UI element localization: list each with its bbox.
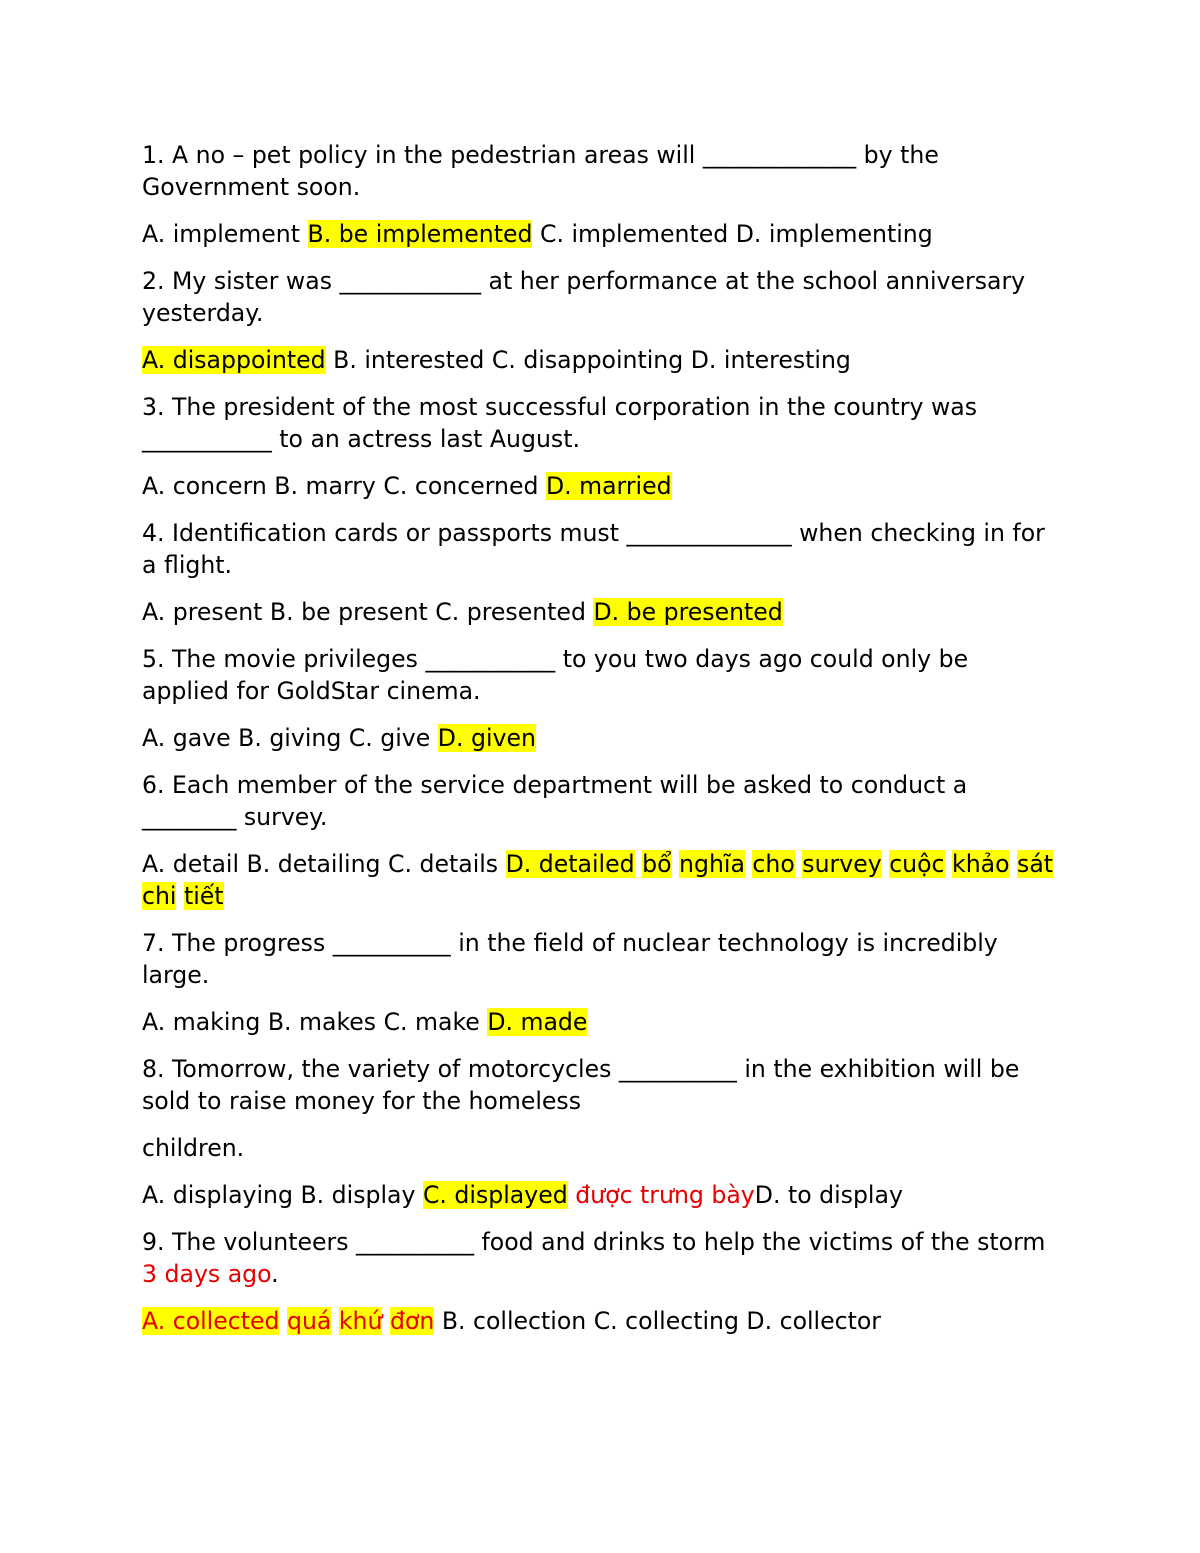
question-9 — [142, 1226, 1057, 1290]
question-5: 5. The movie privileges ___________ to you two days ago could only be applied for GoldStar cinema. — [142, 645, 969, 705]
answer-option-text: A. present B. be present C. presented — [142, 598, 594, 626]
question-8: 8. Tomorrow, the variety of motorcycles __________ in the exhibition will be sold to raise money for the homeless — [142, 1055, 1020, 1115]
question-8-continuation: children. — [142, 1134, 245, 1162]
answer-9 — [142, 1305, 1057, 1337]
highlighted-note-word: khảo — [952, 850, 1010, 878]
red-note: 3 days ago — [142, 1260, 272, 1288]
highlighted-answer: D. married — [545, 472, 672, 500]
highlighted-answer: D. be presented — [593, 598, 783, 626]
answer-8 — [142, 1179, 1057, 1211]
answer-option-text: D. to display — [754, 1181, 903, 1209]
answer-option-text: B. collection C. collecting D. collector — [434, 1307, 881, 1335]
highlighted-note-word: cho — [752, 850, 795, 878]
highlighted-note-word: nghĩa — [679, 850, 745, 878]
highlighted-answer: D. detailed — [505, 850, 635, 878]
answer-option-text: A. gave B. giving C. give — [142, 724, 438, 752]
answer-option-text: A. implement — [142, 220, 308, 248]
highlighted-note-word: sát — [1017, 850, 1054, 878]
highlighted-answer: B. be implemented — [307, 220, 533, 248]
question-text: 9. The volunteers __________ food and drinks to help the victims of the storm — [142, 1228, 1046, 1256]
highlighted-answer: D. made — [487, 1008, 588, 1036]
red-note: được trưng bày — [575, 1181, 755, 1209]
question-4: 4. Identification cards or passports must ______________ when checking in for a flight. — [142, 519, 1045, 579]
answer-3 — [142, 470, 1057, 502]
highlighted-note-word: bổ — [642, 850, 672, 878]
document-page — [142, 139, 1057, 1352]
answer-1 — [142, 218, 1057, 250]
question-6: 6. Each member of the service department will be asked to conduct a ________ survey. — [142, 771, 968, 831]
question-3: 3. The president of the most successful corporation in the country was ___________ to an actress last August. — [142, 393, 978, 453]
highlighted-answer: C. displayed — [422, 1181, 568, 1209]
answer-4 — [142, 596, 1057, 628]
answer-option-text: A. concern B. marry C. concerned — [142, 472, 546, 500]
question-1: 1. A no – pet policy in the pedestrian areas will _____________ by the Government soon. — [142, 141, 939, 201]
highlighted-answer: D. given — [437, 724, 536, 752]
question-text: . — [271, 1260, 279, 1288]
highlighted-note-word: chi — [142, 882, 177, 910]
answer-6 — [142, 848, 1057, 912]
highlighted-note-word: survey — [802, 850, 882, 878]
answer-option-text: C. implemented D. implementing — [532, 220, 933, 248]
answer-option-text: A. making B. makes C. make — [142, 1008, 488, 1036]
answer-option-text: A. detail B. detailing C. details — [142, 850, 506, 878]
highlighted-note-word: khứ — [338, 1307, 383, 1335]
answer-option-text: B. interested C. disappointing D. interesting — [325, 346, 851, 374]
highlighted-answer: A. collected — [142, 1307, 280, 1335]
answer-5 — [142, 722, 1057, 754]
question-2: 2. My sister was ____________ at her performance at the school anniversary yesterday. — [142, 267, 1026, 327]
question-7: 7. The progress __________ in the field of nuclear technology is incredibly large. — [142, 929, 998, 989]
answer-2 — [142, 344, 1057, 376]
highlighted-answer: A. disappointed — [142, 346, 326, 374]
answer-7 — [142, 1006, 1057, 1038]
answer-option-text: A. displaying B. display — [142, 1181, 423, 1209]
highlighted-note-word: tiết — [183, 882, 224, 910]
highlighted-note-word: quá — [286, 1307, 332, 1335]
highlighted-note-word: đơn — [389, 1307, 435, 1335]
highlighted-note-word: cuộc — [889, 850, 945, 878]
